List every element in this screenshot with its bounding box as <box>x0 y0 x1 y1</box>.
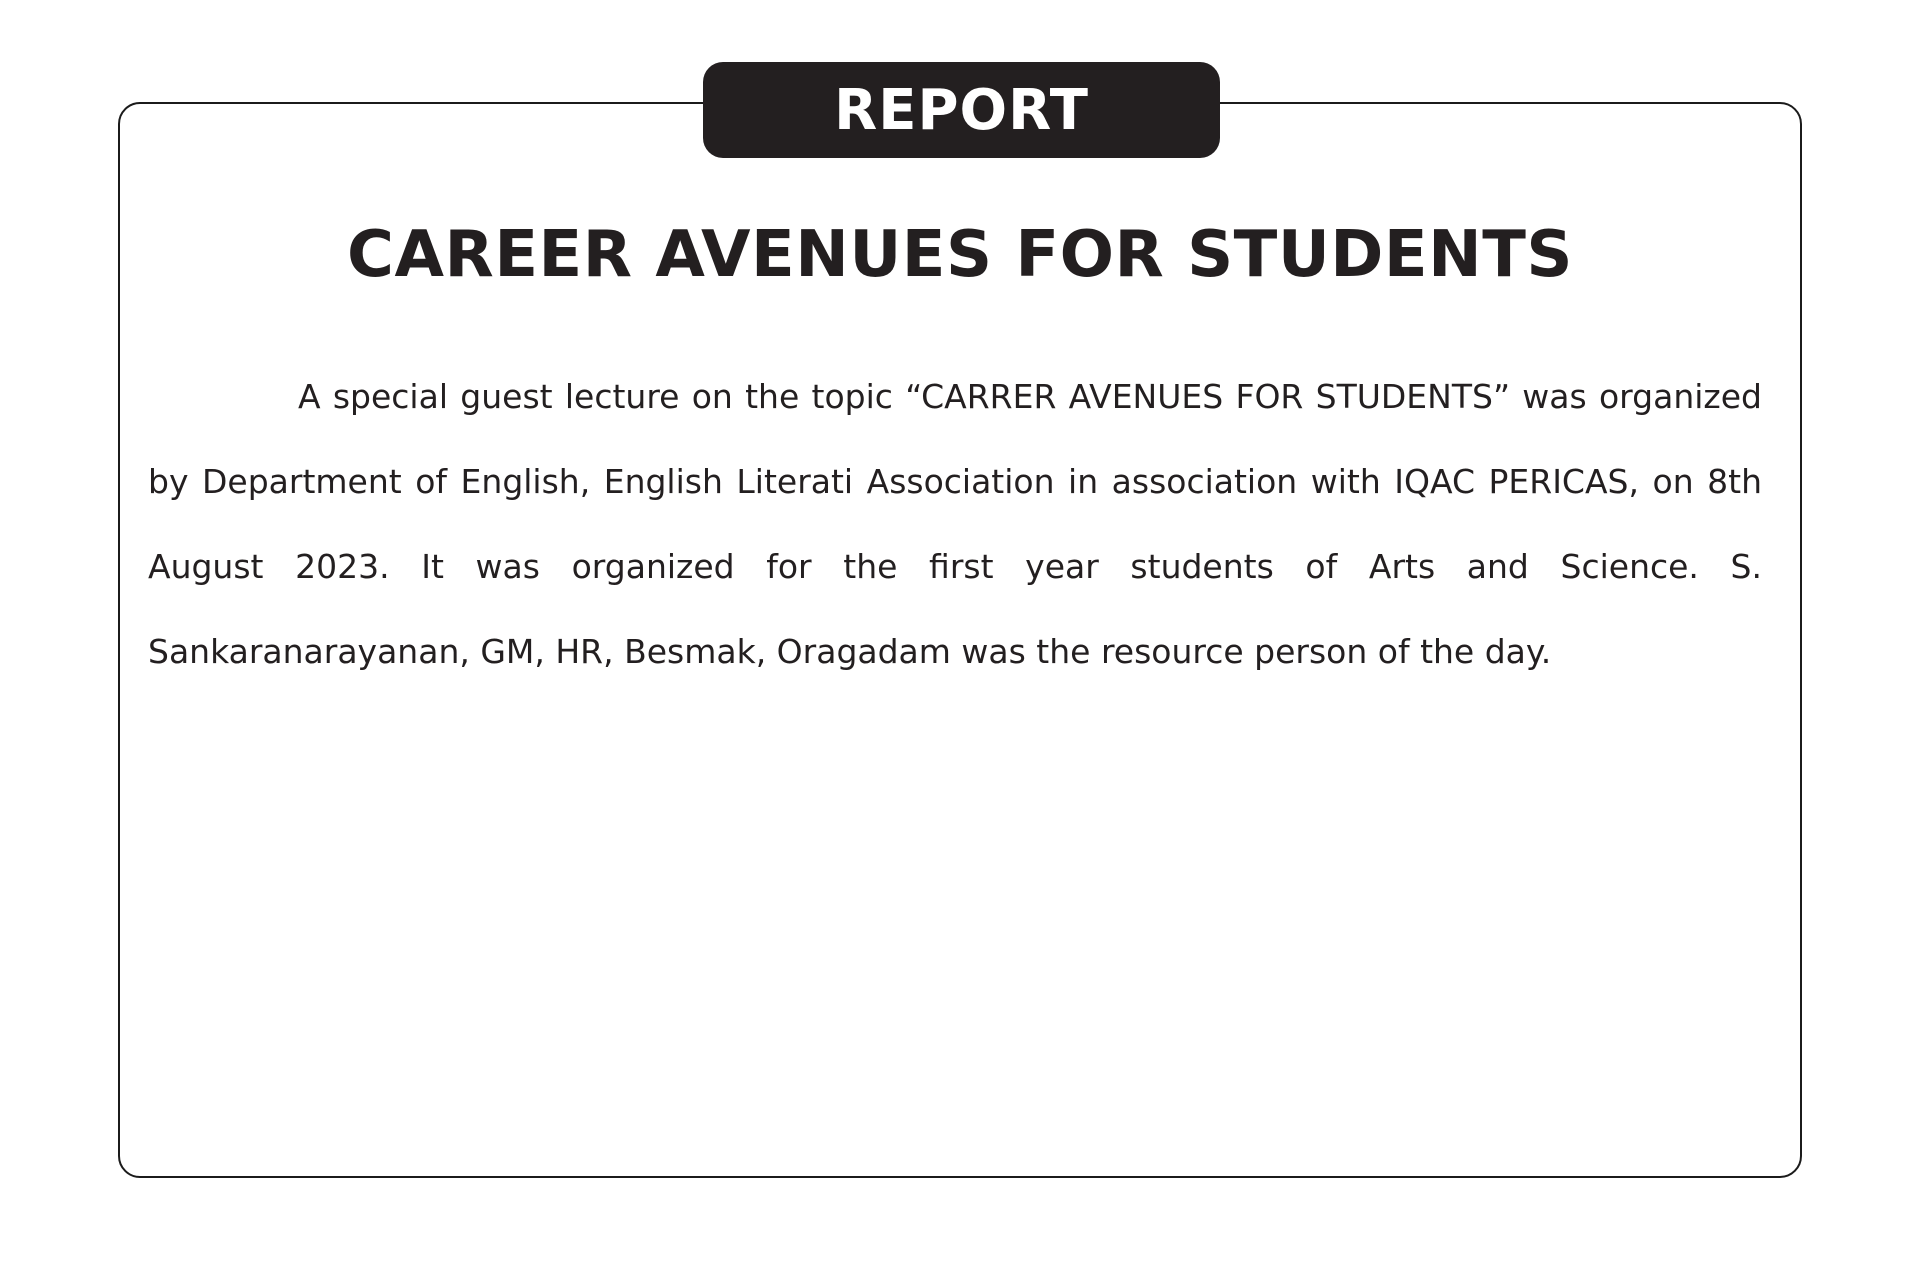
report-tab <box>703 62 1220 158</box>
report-body-paragraph: A special guest lecture on the topic “CARRER AVENUES FOR STUDENTS” was organized by Department of English, English Literati Association in association with IQAC PERICAS, on 8th August 2023. It was organized for the first year students of Arts and Science. S. Sankaranarayanan, GM, HR, Besmak, Oragadam was the resource person of the day. <box>148 377 1762 671</box>
report-title: CAREER AVENUES FOR STUDENTS <box>347 218 1573 292</box>
report-tab-label: REPORT <box>834 77 1089 143</box>
